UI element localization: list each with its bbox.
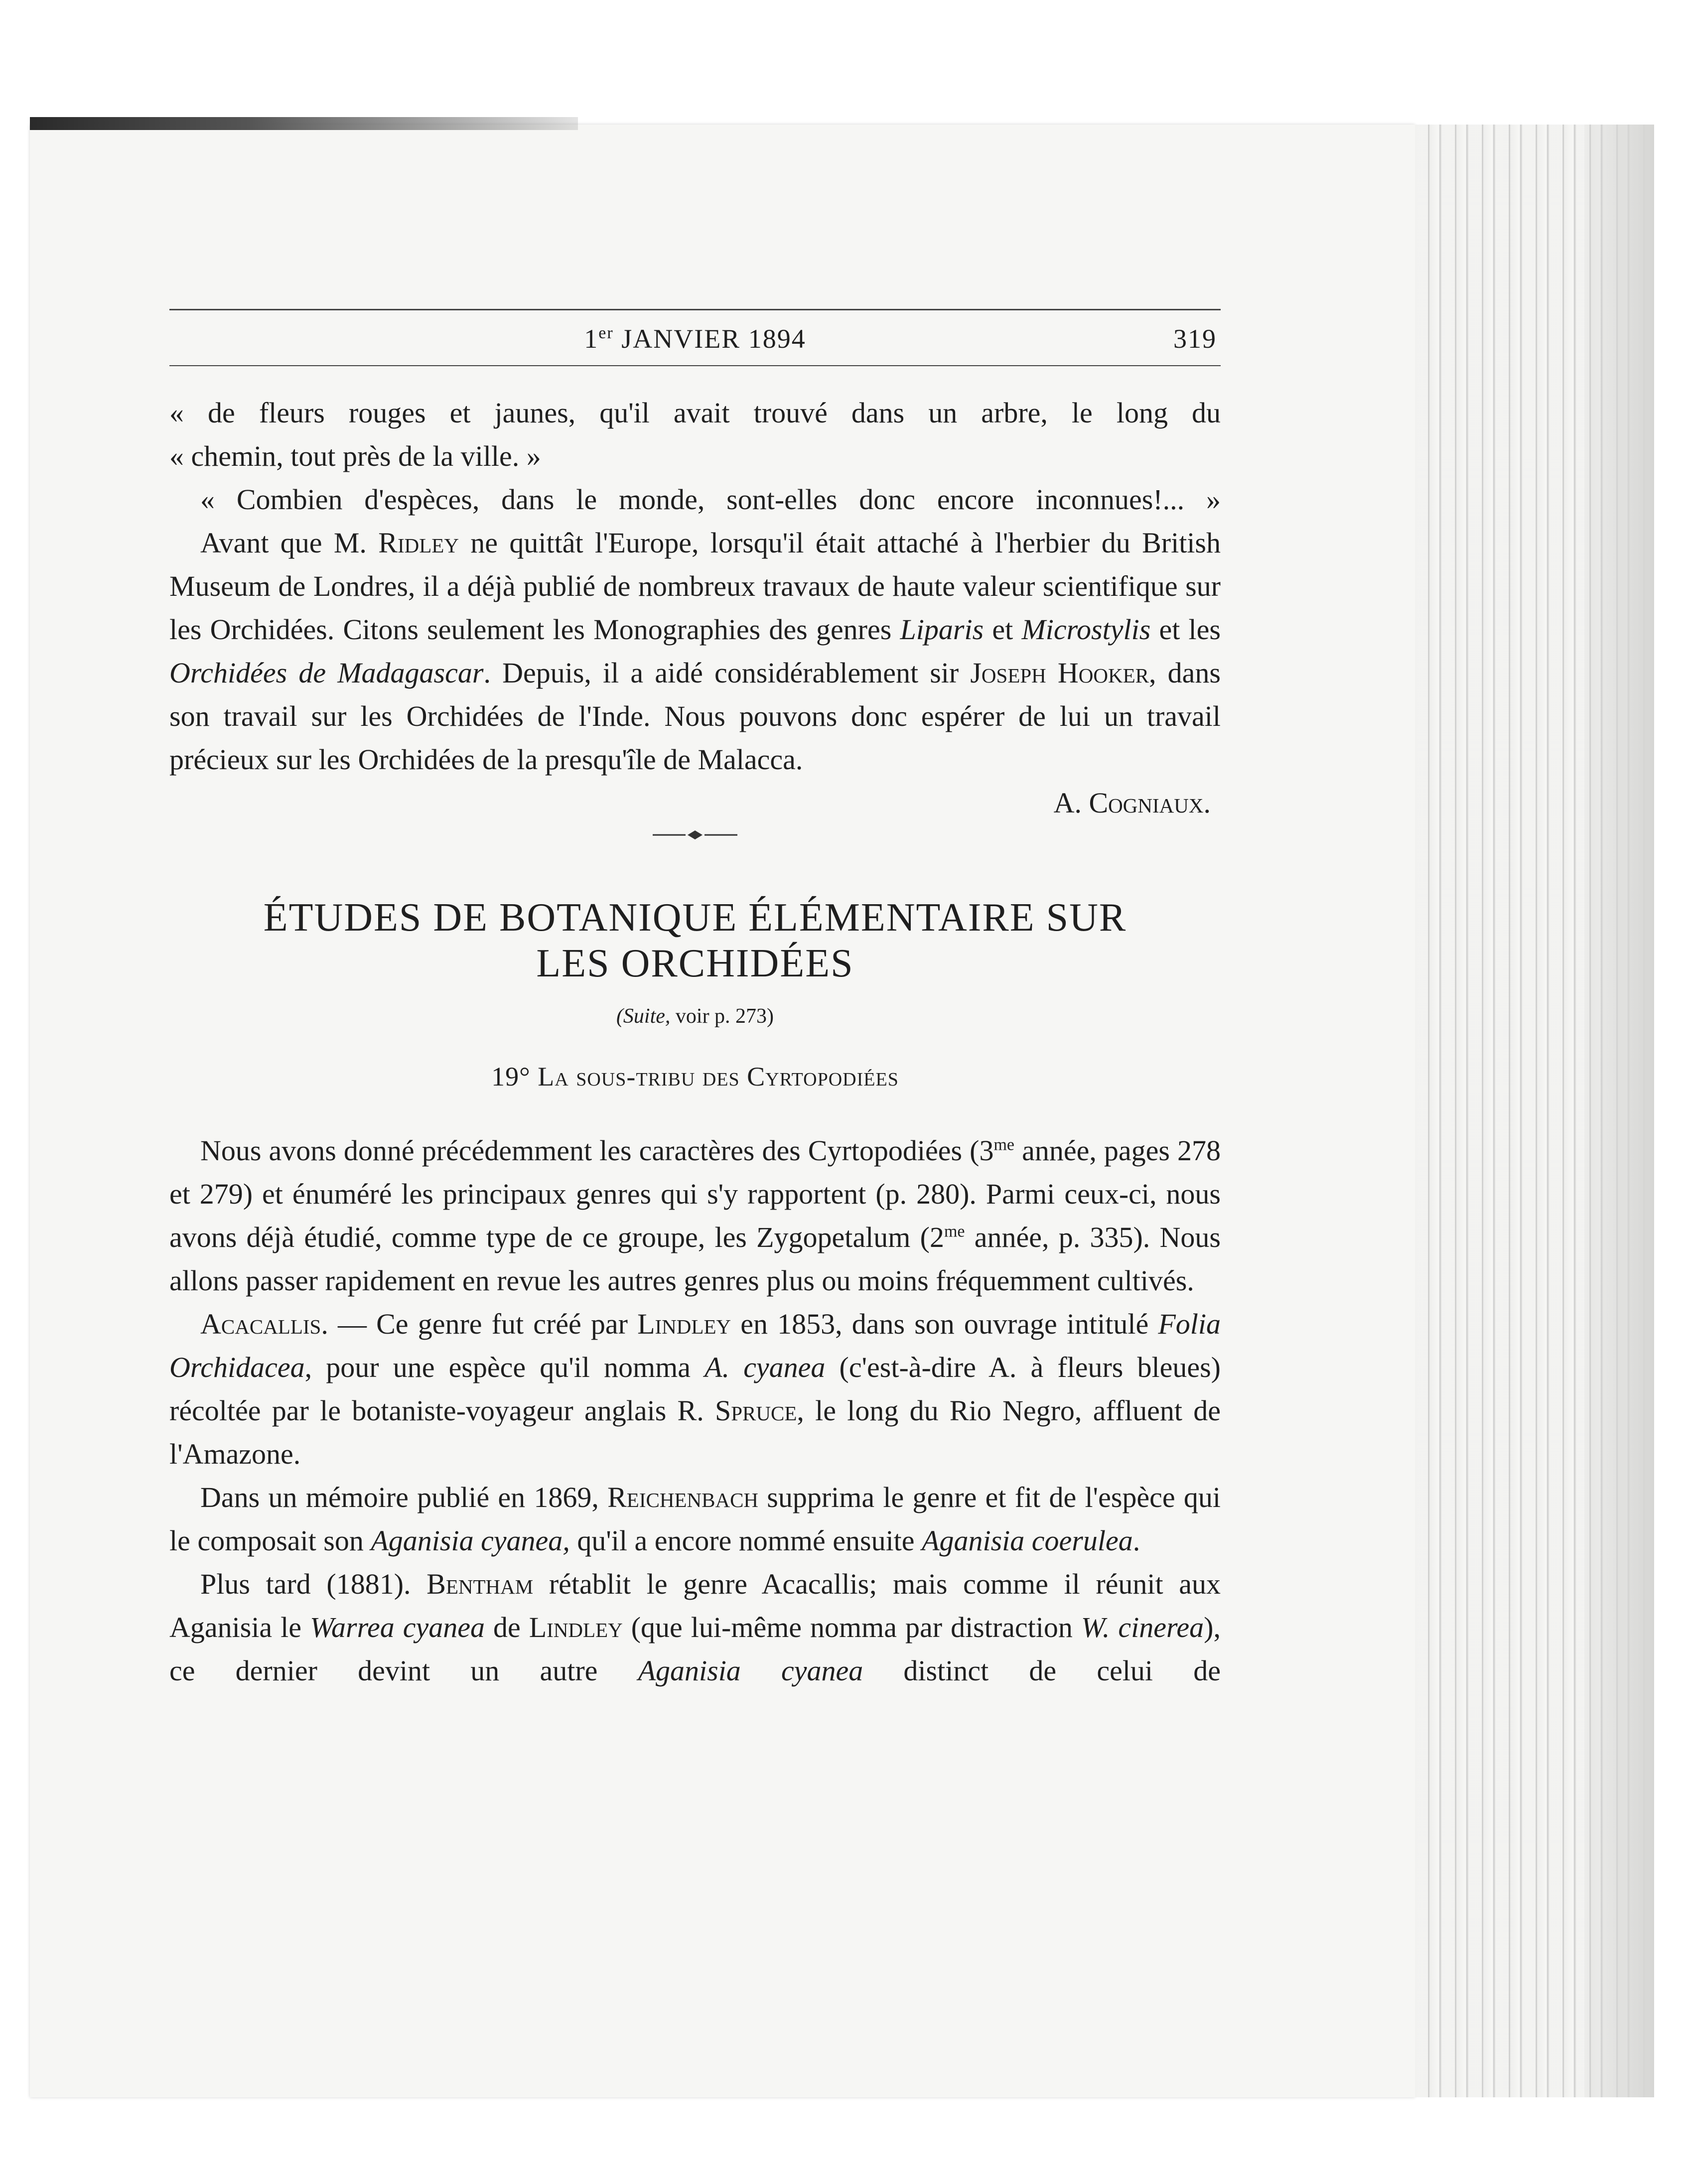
author-signature: A. Cogniaux.: [1053, 787, 1211, 819]
paragraph-acacallis: Acacallis. — Ce genre fut créé par Lindley en 1853, dans son ouvrage intitulé Folia Orchidacea, pour une espèce qu'il nomma A. cyanea (c'est-à-dire A. à fleurs bleues) récoltée par le botaniste-voyageur anglais R. Spruce, le long du Rio Negro, affluent de l'Amazone.: [169, 1308, 1221, 1470]
paragraph-quote-line2: « chemin, tout près de la ville. »: [169, 440, 541, 472]
book-edge-shadow: [1584, 125, 1654, 2097]
article-title-line2: LES ORCHIDÉES: [536, 942, 854, 985]
header-rule-bottom: [169, 365, 1221, 366]
paragraph-reichenbach: Dans un mémoire publié en 1869, Reichenbach supprima le genre et fit de l'espèce qui le composait son Aganisia cyanea, qu'il a encore nommé ensuite Aganisia coerulea.: [169, 1481, 1221, 1557]
page-content: [169, 309, 1221, 1692]
header-date-text: JANVIER 1894: [621, 324, 806, 354]
page-top-shadow: [30, 117, 578, 130]
paragraph-cyrtopodiees: Nous avons donné précédemment les caractères des Cyrtopodiées ($3^{me}$ année, pages 278 et 279) et énuméré les principaux genres qui s'y rapportent (p. 280). Parmi ceux-ci, nous avons déjà étudié, comme type de ce groupe, les Zygopetalum ($2^{me}$ année, p. 335). Nous allons passer rapidement en revue les autres genres plus ou moins fréquemment cultivés.: [169, 1134, 1221, 1297]
ornament-icon: [653, 827, 737, 842]
section-heading: 19° La sous-tribu des Cyrtopodiées: [491, 1062, 899, 1092]
running-header: [169, 310, 1221, 365]
article-title-line1: ÉTUDES DE BOTANIQUE ÉLÉMENTAIRE SUR: [263, 896, 1127, 940]
header-date: 1er JANVIER 1894: [584, 324, 806, 354]
section-divider-ornament: [169, 827, 1221, 845]
paragraph-ridley: Avant que M. Ridley ne quittât l'Europe, lorsqu'il était attaché à l'herbier du British Museum de Londres, il a déjà publié de nombreux travaux de haute valeur scientifique sur les Orchidées. Citons seulement les Monographies des genres Liparis et Microstylis et les Orchidées de Madagascar. Depuis, il a aidé considérablement sir Joseph Hooker, dans son travail sur les Orchidées de l'Inde. Nous pouvons donc espérer de lui un travail précieux sur les Orchidées de la presqu'île de Malacca.: [169, 527, 1221, 776]
paragraph-quote-line1: « de fleurs rouges et jaunes, qu'il avait trouvé dans un arbre, le long du: [169, 397, 1221, 429]
page-number: 319: [1173, 324, 1217, 354]
paragraph-bentham: Plus tard (1881). Bentham rétablit le genre Acacallis; mais comme il réunit aux Aganisia le Warrea cyanea de Lindley (que lui-même nomma par distraction W. cinerea), ce dernier devint un autre Aganisia cyanea distinct de celui de: [169, 1568, 1221, 1687]
continuation-note: (Suite, voir p. 273): [616, 1005, 774, 1028]
paragraph-question: « Combien d'espèces, dans le monde, sont-elles donc encore inconnues!... »: [200, 483, 1221, 516]
